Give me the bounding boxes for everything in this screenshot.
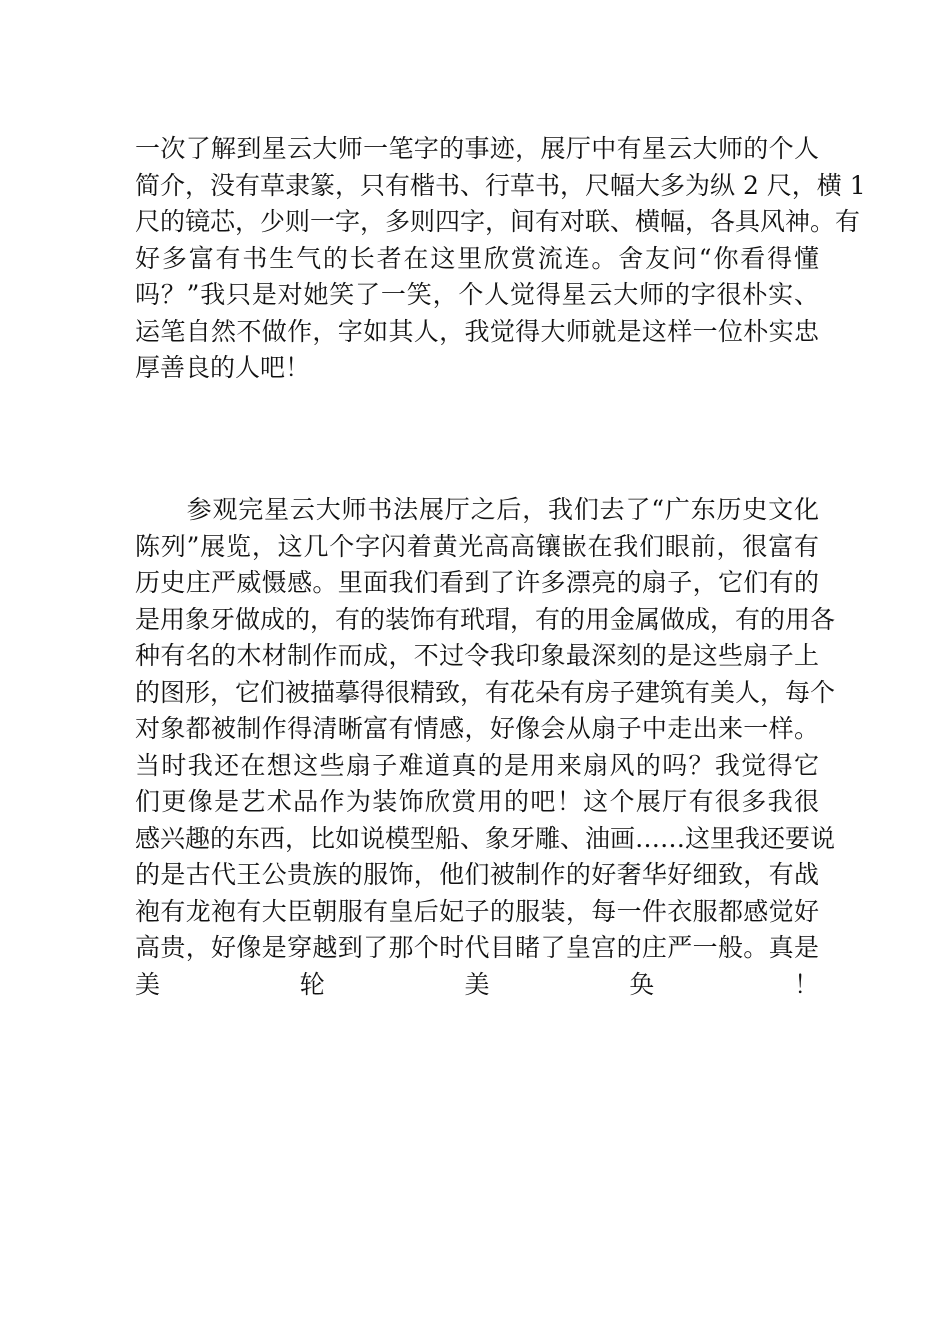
text-line: 美轮美奂！ [135,969,819,999]
text-line: 尺的镜芯，少则一字，多则四字，间有对联、横幅，各具风神。有 [135,207,861,236]
text-line: 的图形，它们被描摹得很精致，有花朵有房子建筑有美人，每个 [135,677,836,707]
text-line: 历史庄严威慑感。里面我们看到了许多漂亮的扇子，它们有的 [135,568,819,597]
paragraph-2 [135,492,836,1040]
text-line: 吗？”我只是对她笑了一笑，个人觉得星云大师的字很朴实、 [135,280,819,309]
text-line: 一次了解到星云大师一笔字的事迹，展厅中有星云大师的个人 [135,134,819,163]
text-line: 对象都被制作得清晰富有情感，好像会从扇子中走出来一样。 [135,714,819,743]
text-line: 种有名的木材制作而成，不过令我印象最深刻的是这些扇子上 [135,641,819,670]
text-line: 的是古代王公贵族的服饰，他们被制作的好奢华好细致，有战 [135,860,819,889]
text-line: 袍有龙袍有大臣朝服有皇后妃子的服装，每一件衣服都感觉好 [135,896,819,926]
text-line: 参观完星云大师书法展厅之后，我们去了“广东历史文化 [135,495,819,524]
text-line [135,1003,819,1040]
paragraph-1 [135,131,866,387]
text-line: 简介，没有草隶篆，只有楷书、行草书，尺幅大多为纵 2 尺，横 1 [135,170,866,200]
text-line: 陈列”展览，这几个字闪着黄光高高镶嵌在我们眼前，很富有 [135,531,819,561]
text-line: 运笔自然不做作，字如其人，我觉得大师就是这样一位朴实忠 [135,316,819,346]
text-line: 厚善良的人吧！ [135,353,311,382]
text-line: 是用象牙做成的，有的装饰有玳瑁，有的用金属做成，有的用各 [135,604,836,634]
text-line: 们更像是艺术品作为装饰欣赏用的吧！这个展厅有很多我很 [135,787,819,816]
text-line: 当时我还在想这些扇子难道真的是用来扇风的吗？我觉得它 [135,750,819,780]
text-line: 感兴趣的东西，比如说模型船、象牙雕、油画……这里我还要说 [135,823,836,853]
text-line: 好多富有书生气的长者在这里欣赏流连。舍友问“你看得懂 [135,243,819,273]
text-line: 高贵，好像是穿越到了那个时代目睹了皇宫的庄严一般。真是 [135,933,819,962]
